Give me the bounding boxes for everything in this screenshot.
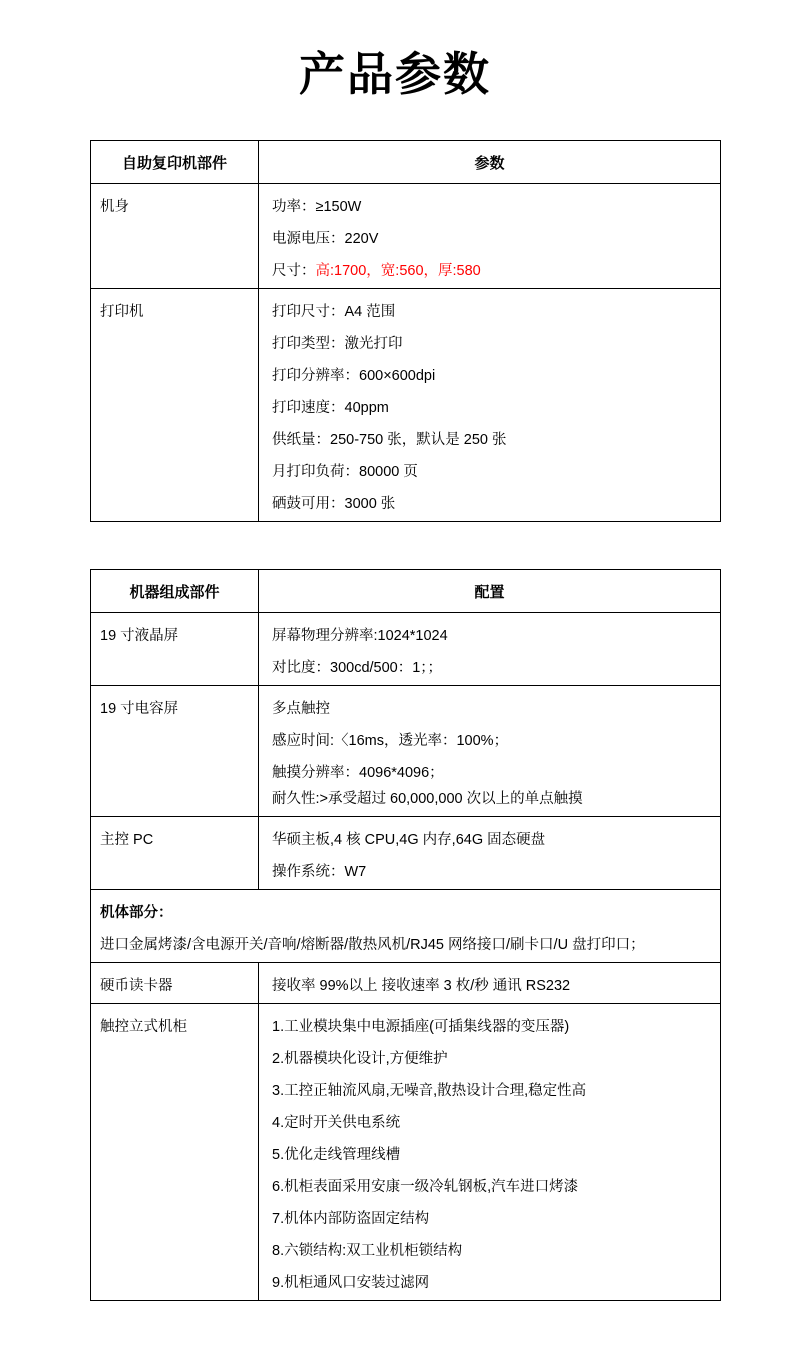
spec-text-segment: 接收率 99%以上 接收速率 3 枚/秒 通讯 RS232 <box>272 978 571 994</box>
spec-line <box>272 865 710 880</box>
spec-value-cell <box>259 817 721 890</box>
part-name-cell: 19 寸液晶屏 <box>91 613 259 686</box>
spec-line <box>272 337 710 352</box>
spec-line <box>100 938 710 953</box>
spec-line <box>272 1020 710 1035</box>
spec-line <box>272 629 710 644</box>
spec-line <box>272 1276 710 1291</box>
table-row <box>91 1004 721 1301</box>
spec-text-segment: 4.定时开关供电系统 <box>272 1115 401 1131</box>
spec-line <box>272 1148 710 1163</box>
spec-value-cell <box>259 686 721 817</box>
spec-text-segment: 打印分辨率：600×600dpi <box>272 368 436 384</box>
part-name-cell: 打印机 <box>91 289 259 522</box>
spec-text-segment: 5.优化走线管理线槽 <box>272 1147 401 1163</box>
spec-line <box>272 465 710 480</box>
column-header-part: 自助复印机部件 <box>91 141 259 184</box>
machine-components-table <box>90 569 721 1301</box>
part-name-cell: 主控 PC <box>91 817 259 890</box>
spec-text-segment: 功率：≥150W <box>272 199 362 215</box>
spec-text-segment: 硒鼓可用：3000 张 <box>272 496 396 512</box>
spec-line <box>272 702 710 717</box>
spec-line <box>272 979 710 994</box>
spec-value-cell <box>259 613 721 686</box>
spec-text-segment: 对比度：300cd/500：1；； <box>272 660 443 676</box>
spec-line <box>272 1052 710 1067</box>
part-name-cell: 19 寸电容屏 <box>91 686 259 817</box>
table-row <box>91 890 721 963</box>
spec-text-segment: 1.工业模块集中电源插座(可插集线器的变压器) <box>272 1019 570 1035</box>
spec-line <box>272 1116 710 1131</box>
spec-line <box>272 661 710 676</box>
spec-value-cell <box>259 1004 721 1301</box>
spec-text-segment: 屏幕物理分辨率:1024*1024 <box>272 628 448 644</box>
table-row <box>91 613 721 686</box>
spec-text-segment: 打印类型：激光打印 <box>272 336 403 352</box>
spec-text-segment: 月打印负荷：80000 页 <box>272 464 418 480</box>
spec-text-segment: 3.工控正轴流风扇,无噪音,散热设计合理,稳定性高 <box>272 1083 587 1099</box>
part-name-cell: 触控立式机柜 <box>91 1004 259 1301</box>
spec-text-segment: 感应时间:〈16ms，透光率：100%； <box>272 733 509 749</box>
spec-value-cell <box>259 289 721 522</box>
spec-line <box>272 1244 710 1259</box>
spec-line <box>272 369 710 384</box>
part-name-cell: 硬币读卡器 <box>91 963 259 1004</box>
copier-parts-table <box>90 140 721 522</box>
column-header-config: 配置 <box>259 570 721 613</box>
spec-line <box>272 433 710 448</box>
column-header-component: 机器组成部件 <box>91 570 259 613</box>
column-header-params: 参数 <box>259 141 721 184</box>
spec-line <box>272 200 710 215</box>
table-row <box>91 963 721 1004</box>
table-header-row <box>91 570 721 613</box>
spec-line <box>272 264 710 279</box>
spec-line <box>272 497 710 512</box>
spec-text-segment: 2.机器模块化设计,方便维护 <box>272 1051 448 1067</box>
spec-line <box>272 833 710 848</box>
spec-line <box>272 232 710 247</box>
spec-line <box>272 305 710 320</box>
spec-line <box>272 1084 710 1099</box>
spec-text-segment: 打印尺寸：A4 范围 <box>272 304 396 320</box>
table-row <box>91 686 721 817</box>
spec-line <box>272 401 710 416</box>
spec-text-segment: 供纸量：250-750 张，默认是 250 张 <box>272 432 507 448</box>
spec-text-segment: 触摸分辨率：4096*4096； <box>272 765 444 781</box>
spec-text-segment: 7.机体内部防盗固定结构 <box>272 1211 430 1227</box>
spec-text-segment: 耐久性:>承受超过 60,000,000 次以上的单点触摸 <box>272 791 583 807</box>
spec-line <box>272 1212 710 1227</box>
spec-text-segment: 华硕主板,4 核 CPU,4G 内存,64G 固态硬盘 <box>272 832 546 848</box>
spec-text-segment: 操作系统：W7 <box>272 864 367 880</box>
spec-value-cell <box>259 963 721 1004</box>
spec-line <box>272 792 710 807</box>
spec-text-segment: 电源电压：220V <box>272 231 379 247</box>
spec-text-segment: 9.机柜通风口安装过滤网 <box>272 1275 430 1291</box>
spec-value-cell <box>259 184 721 289</box>
table-row <box>91 817 721 890</box>
spec-line <box>272 1180 710 1195</box>
part-name-cell: 机身 <box>91 184 259 289</box>
spec-text-segment: 打印速度：40ppm <box>272 400 389 416</box>
table-header-row <box>91 141 721 184</box>
full-width-cell <box>91 890 721 963</box>
spec-line <box>272 766 710 781</box>
spec-text-segment: 进口金属烤漆/含电源开关/音响/熔断器/散热风机/RJ45 网络接口/刷卡口/U 盘打印口； <box>100 937 645 953</box>
spec-text-segment: 8.六锁结构:双工业机柜锁结构 <box>272 1243 463 1259</box>
spec-text-segment: 6.机柜表面采用安康一级冷轧钢板,汽车进口烤漆 <box>272 1179 579 1195</box>
spec-text-segment: 多点触控 <box>272 701 330 717</box>
table-row <box>91 289 721 522</box>
page-title: 产品参数 <box>299 48 491 100</box>
table-row <box>91 184 721 289</box>
spec-text-segment: 尺寸： <box>272 263 316 279</box>
row-section-title: 机体部分： <box>100 905 173 921</box>
spec-line <box>272 734 710 749</box>
spec-text-segment: 高:1700，宽:560，厚:580 <box>315 263 481 279</box>
